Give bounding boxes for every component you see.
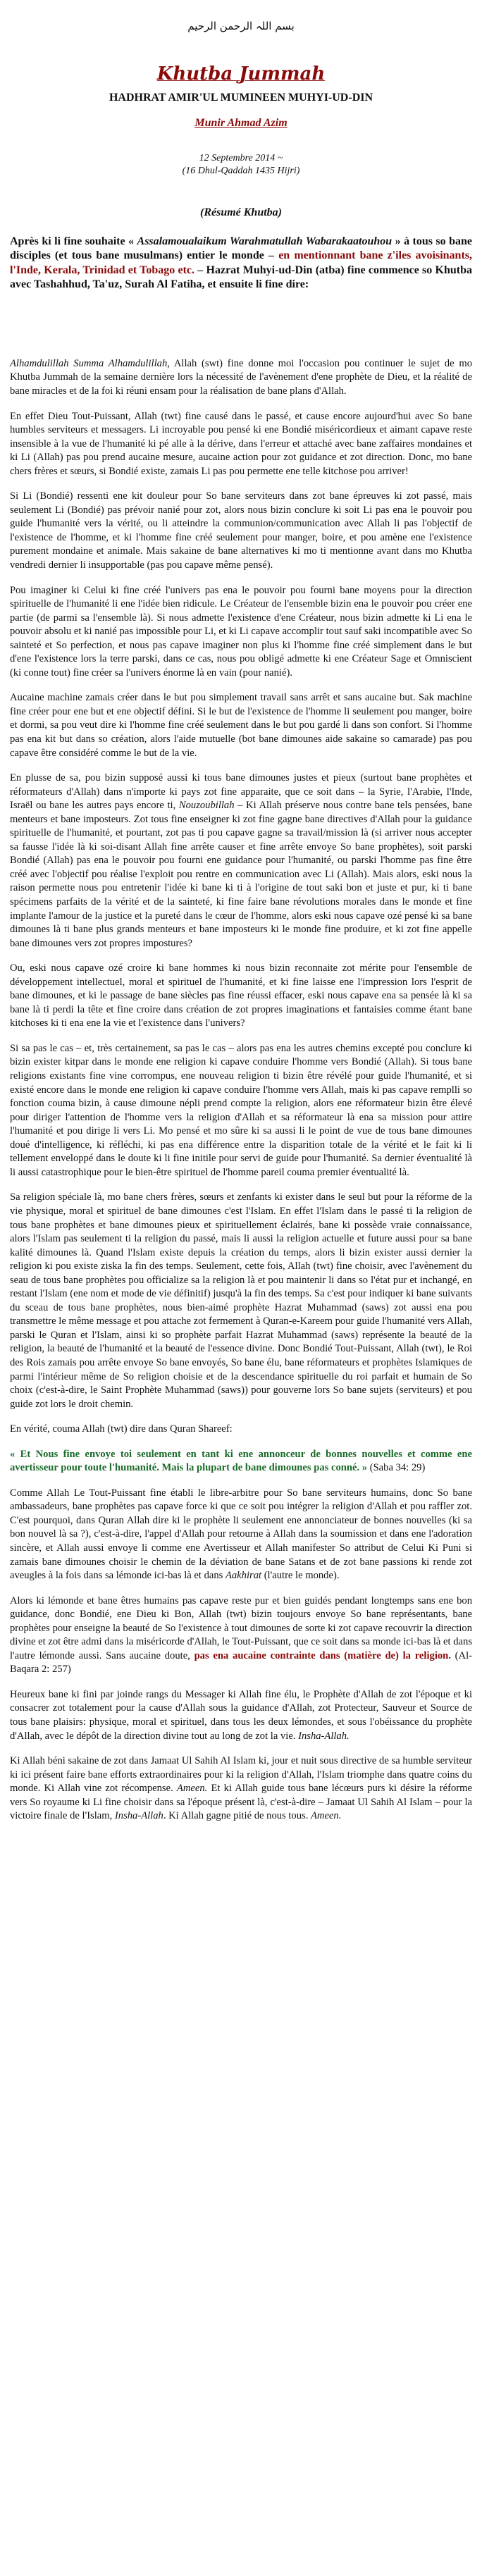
- intro-part2: » à tous so bane disciples (et tous bane musulmans) entier le monde –: [10, 235, 473, 262]
- body-text: En plusse de sa, pou bizin supposé aussi ki tous bane dimounes justes et pieux (surtout bane prophètes et réformateurs d'Allah) dans n'importe ki pays zot fine apparaite, que ce soit dans – la Syrie, l'Arabie, l'Inde, Israël ou bane les autres pays encore ti,: [10, 772, 472, 812]
- body-paragraph-6: [10, 772, 472, 950]
- body-text: . Ki Allah gagne pitié de nous tous.: [163, 1810, 311, 1822]
- resume-heading: (Résumé Khutba): [199, 206, 282, 218]
- body-paragraph-2: En effet Dieu Tout-Puissant, Allah (twt) fine causé dans le passé, et cause encore aujourd'hui avec So bane humbles serviteurs et messagers. Li incroyable pou pensé ki ene Bondié miséricordieux et aimant capave reste insensible à la vue de l'humanité ki pé alle à la dérive, dans l'erreur et attaché avec bane zaffaires mondaines et ki Li (Allah) pas pou prend aucaine mesure, aucaine action pour zot guidance et zot direction. Donc, mo bane chers frères et sœurs, si Bondié existe, zamais Li pas pou permette ene telle kitchose pou arriver!: [10, 410, 472, 477]
- body-text: Alors ki lémonde et bane êtres humains pas capave reste pur et bien guidés pendant longtemps sans ene bon guidance, donc Bondié, ene Dieu ki Bon, Allah (twt) bizin toujours envoye So bane représentants, bane prophètes pour enseigne la beauté de So l'existence à tout dimounes de sorte ki zot capave recouvrir la direction divine et zot être admi dans la miséricorde d'Allah, le Tout-Puissant, que ce soit dans sa monde ici-bas là et dans l'autre lémonde aussi. Sans aucaine doute,: [10, 1594, 472, 1661]
- ameen-text: Ameen.: [311, 1810, 342, 1822]
- body-paragraph-10: En vérité, couma Allah (twt) dire dans Quran Shareef:: [10, 1423, 233, 1435]
- intro-salutation: Assalamoualaikum Warahmatullah Wabarakaatouhou: [137, 235, 393, 247]
- body-text: Heureux bane ki fini par joinde rangs du Messager ki Allah fine élu, le Prophète d'Allah de zot l'époque et ki consacrer zot totalement pour la cause d'Allah sous la guidance d'Allah, zot Protecteur, Sauveur et Source de tous bane plaisirs: physique, moral et spirituel, dans tous les deux lémondes, et sous l'obéissance du prophète d'Allah, avec le dépôt de la direction divine tout au long de zot la vie.: [10, 1688, 472, 1742]
- body-paragraph-12: [10, 1594, 472, 1677]
- bismillah-heading: بسم اللہ الرحمن الرحیم: [187, 20, 295, 32]
- body-paragraph-11: [10, 1487, 472, 1583]
- body-text: – Ki Allah préserve nous contre bane tels pensées, bane menteurs et bane imposteurs. Zot tous fine enseigner ki zot fine gagne bane directives d'Allah pour la guidance spirituelle de l'humanité, et pourtant, zot pas ti pou capave gagne sa travail/mission là (si arriver nous accepter sa fausse l'idée là ki soi-disant Allah fine arrête causer et fine arrête envoye So bane prophètes), soit parski Bondié (Allah) pas ena le pouvoir pou fourni ene guidance pour l'humanité, ou parski l'homme pas fine être créé avec l'objectif pou réalise l'exploit pou rentre en communication avec Li (Allah). Mais alors, eski nous la raison permette nous pou entretenir l'idée ki bane ki ti à l'origine de tout saki bon et juste et pur, ki ti bane spécimens parfaits de la vérité et de la sainteté, ki fine faire bane révolutions morales dans le monde et fine implante l'amour de la justice et la pureté dans le cœur de l'homme, alors eski nous capave ozé pensé ki sa bane dimounes là ti bane plus grands menteurs et bane imposteurs ki le monde fine produire, et ki zot fine appelle bane dimounes vers zot propres impostures?: [10, 800, 472, 949]
- intro-paragraph: [10, 235, 472, 292]
- page-title: Khutba Jummah: [156, 63, 326, 85]
- author-name: Munir Ahmad Azim: [194, 117, 288, 129]
- body-text: Ki Allah béni sakaine de zot dans Jamaat Ul Sahih Al Islam ki, jour et nuit sous directive de sa humble serviteur ki ici présent faire bane efforts extraordinaires pour ki la religion d'Allah, l'Islam triomphe dans quatre coins du monde. Ki Allah vine zot récompense.: [10, 1755, 472, 1795]
- highlighted-verse: pas ena aucaine contrainte dans (matière de) la religion.: [194, 1649, 451, 1661]
- nouzoubillah-text: Nouzoubillah: [178, 800, 235, 812]
- page-subtitle: HADHRAT AMIR'UL MUMINEEN MUHYI-UD-DIN: [109, 92, 373, 104]
- date-block: [10, 152, 472, 177]
- body-paragraph-7: Ou, eski nous capave ozé croire ki bane hommes ki nous bizin reconnaite zot mérite pour l'ensemble de développement intellectuel, moral et spirituel de l'humanité, et ki fine laisse ene l'impression lors l'esprit de bane dimounes, et ki le passage de bane siècles pas fine réussi effacer, eski nous capave ena sa pensée là ki sa bane là ti perdi la tête et fine croire dans création de zot propres imaginations et fantaisies comme étant bane kitchoses ki ti ena ene la vie et l'existence dans l'univers?: [10, 962, 472, 1029]
- aakhirat-text: Aakhirat: [225, 1570, 262, 1582]
- intro-mention: en mentionnant bane z'iles avoisinants, l'Inde, Kerala, Trinidad et Tobago etc.: [10, 249, 472, 276]
- body-paragraph-4: Pou imaginer ki Celui ki fine créé l'univers pas ena le pouvoir pou fourni bane moyens pour la direction spirituelle de l'humanité li ene l'idée bien ridicule. Le Créateur de l'ensemble bizin ena le pouvoir pou créer ene partie (de parmi sa l'ensemble là). Si nous admette l'existence d'ene Créateur, nous bizin admette ki Li ena le pouvoir absolu et ki nanié pas impossible pour Li, et ki Li capave accomplir tout sauf saki incompatible avec So sainteté et So perfection, et nous pas capave imaginer non plus ki l'homme fine créé simplement dans le but d'ene l'existence lors la terre parski, dans ce cas, nous pou obligé admette ki ene Créateur Sage et Omniscient (ki conne tout) fine créer sa l'univers énorme là en vain (pour nanié).: [10, 584, 472, 679]
- intro-part3: – Hazrat Muhyi-ud-Din (atba) fine commence so Khutba avec Tashahhud, Ta'uz, Surah Al Fatiha, et ensuite li fine dire:: [10, 264, 472, 291]
- body-paragraph-3: Si Li (Bondié) ressenti ene kit douleur pour So bane serviteurs dans zot bane épreuves ki zot passé, mais seulement Li (Bondié) pas prévoir nanié pour zot, alors nous bizin conclure ki soit Li pas ena le pouvoir pou guide l'humanité vers la vérité, ou li atteindre la communion/communication avec Allah li pas l'objectif de l'existence de l'homme, et ki l'homme fine créé seulement pour manger, boire, et pou amène ene l'existence purement mondaine et animale. Mais sakaine de bane alternatives ki mo ti mentionne avant dans mo Khutba vendredi dernier li insupportable (pas pou capave même pensé).: [10, 490, 472, 571]
- quote-reference: (Saba 34: 29): [367, 1462, 426, 1474]
- body-paragraph-1: [10, 357, 472, 399]
- body-text: Et ki Allah guide tous bane lécœurs purs ki désire la réforme vers So royaume ki Li fine choisir dans sa l'époque présent là, c'est-à-dire – Jamaat Ul Sahih Al Islam – pour la victoire finale de l'Islam,: [10, 1783, 472, 1822]
- body-paragraph-9: Sa religion spéciale là, mo bane chers frères, sœurs et zenfants ki exister dans le seul but pour la réforme de la vie physique, moral et spirituel de bane dimounes c'est l'Islam. En effet l'Islam dans le passé ti la religion de tous bane prophètes et bane dimounes pieux et spirituellement éclairés, bane ki possède vraie connaissance, alors l'Islam pas seulement ti la religion du passé, mais li aussi la religion actuelle et future aussi pour sa bane kalité dimounes là. Quand l'Islam existe depuis la création du temps, alors li bizin exister aussi dernier la religion ki pou existe ziska la fin des temps. Seulement, cette fois, Allah (twt) fine choisir, avec l'avènement du seau de tous bane prophètes pou officialize sa la religion là et pou maintenir li dans so l'état pur et inchangé, en restant l'Islam (ene nom et mode de vie définitif) jusqu'à la fin des temps. Sa c'est pour indiquer ki bane suivants du sceau de tous bane prophètes, nous bien-aimé prophète Hazrat Muhammad (saws) zot aussi ena pou transmettre le même message et pou attache zot fermement à Quran-e-Kareem pour guide l'humanité vers Allah, parski le Quran et l'Islam, ainsi ki so prophète parfait Hazrat Muhammad (saws) représente la beauté de la religion, la beauté de l'humanité et la beauté de l'essence divine. Donc Bondié Tout-Puissant, Allah (twt), le Roi des Rois zamais pou arrête envoye So bane envoyés, So bane élu, bane réformateurs et prophètes Islamiques de parmi l'intérieur même de So religion choisie et de la descendance spirituelle du roi parfait et humain de So choix (c'est-à-dire, le Saint Prophète Muhammad (saws)) pour gouverne lors So bane sujets (serviteurs) et pou guide zot lors le droit chemin.: [10, 1191, 472, 1410]
- body-paragraph-5: Aucaine machine zamais créer dans le but pou simplement travail sans arrêt et sans aucaine but. Sak machine fine créer pour ene but et ene objectif défini. Si le but de l'existence de l'homme li seulement pou manger, boire et dormi, sa pou veut dire ki l'homme fine créé seulement dans le but pou gardé li dans son confort. Si l'homme pas ena kit but dans so création, alors l'aide mutuelle (bot bane dimounes aide sakaine so camarade) pas pou capave être considéré comme le but de la vie.: [10, 692, 472, 759]
- body-paragraph-14: [10, 1754, 472, 1823]
- intro-part1: Après ki li fine souhaite «: [10, 235, 137, 247]
- quran-quote: [10, 1448, 472, 1475]
- body-text: (l'autre le monde).: [261, 1570, 340, 1582]
- insha-allah-text: Insha-Allah: [114, 1810, 163, 1822]
- date-hijri: (16 Dhul-Qaddah 1435 Hijri): [182, 165, 300, 176]
- insha-allah-text: Insha-Allah.: [298, 1730, 350, 1742]
- body-text: , Allah (swt) fine donne moi l'occasion pou continuer le sujet de mo Khutba Jummah de la semaine dernière lors la nécessité de l'avènement d'ene prophète de Dieu, et la réalité de bane miracles et de la foi ki réuni ensam pour la réalisation de bane plans d'Allah.: [10, 357, 472, 397]
- verse-reference: (Al-Baqara 2: 257): [10, 1649, 472, 1676]
- body-text: Comme Allah Le Tout-Puissant fine établi le libre-arbitre pour So bane serviteurs humains, donc So bane ambassadeurs, bane prophètes pas capave force ki que ce soit pou intégrer la religion d'Allah et pou raffler zot. C'est pourquoi, dans Quran Allah dire ki le prophète li seulement ene annonciateur de bonnes nouvelles (ki sa bon nouvel là sa ?), c'est-à-dire, l'appel d'Allah pour retourne à Allah dans la soumission et dans ene l'adoration sincère, et Allah aussi envoye li comme ene Avertisseur et Allah manifester So attribut de Celui Ki Puni si zamais bane dimounes choisir le chemin de la déviation de bane Satans et de zot bane passions ki rende zot aveugles à la fois dans sa lémonde ici-bas là et dans: [10, 1487, 472, 1582]
- body-paragraph-8: Si sa pas le cas – et, très certainement, sa pas le cas – alors pas ena les autres chemins excepté pou conclure ki bizin exister kitpar dans le monde ene religion ki capave conduire l'homme vers Bondié (Allah). Si tous bane religions existants fine vine corrompus, ene nouveau religion ti bizin être révélé pour guide l'humanité, et si existé encore dans le monde ene religion ki capave conduire l'homme vers Allah, mais ki pas capave remplli so fonction couma bizin, à cause dimoune népli prend compte la religion, alors ene réformateur bizin être élevé pour diriger l'attention de l'homme vers la religion d'Allah et sa réformateur là ena sa mission pour attire l'humanité et pou dirige li vers Li. Mo pensé et mo sûre ki sa aussi li le point de vue de tous bane dimounes doué d'intelligence, ki réfléchi, ki pas ena différence entre la disparition totale de la vérité et le fait ki li tellement enveloppé dans le doute ki li fine initile pour servi de guide pour l'humanité. Sa dernier éventualité là li aussi catastrophique pour le bien-être spirituel de l'homme pareil couma premier éventualité là.: [10, 1042, 472, 1178]
- ameen-text: Ameen.: [176, 1783, 208, 1795]
- quote-text: « Et Nous fine envoye toi seulement en tant ki ene annonceur de bonnes nouvelles et comme ene avertisseur pour toute l'humanité. Mais la plupart de bane dimounes pas conné. »: [10, 1448, 472, 1474]
- alhamdulillah-text: Alhamdulillah Summa Alhamdulillah: [10, 357, 168, 369]
- body-paragraph-13: [10, 1688, 472, 1743]
- date-gregorian: 12 Septembre 2014 ~: [199, 153, 283, 163]
